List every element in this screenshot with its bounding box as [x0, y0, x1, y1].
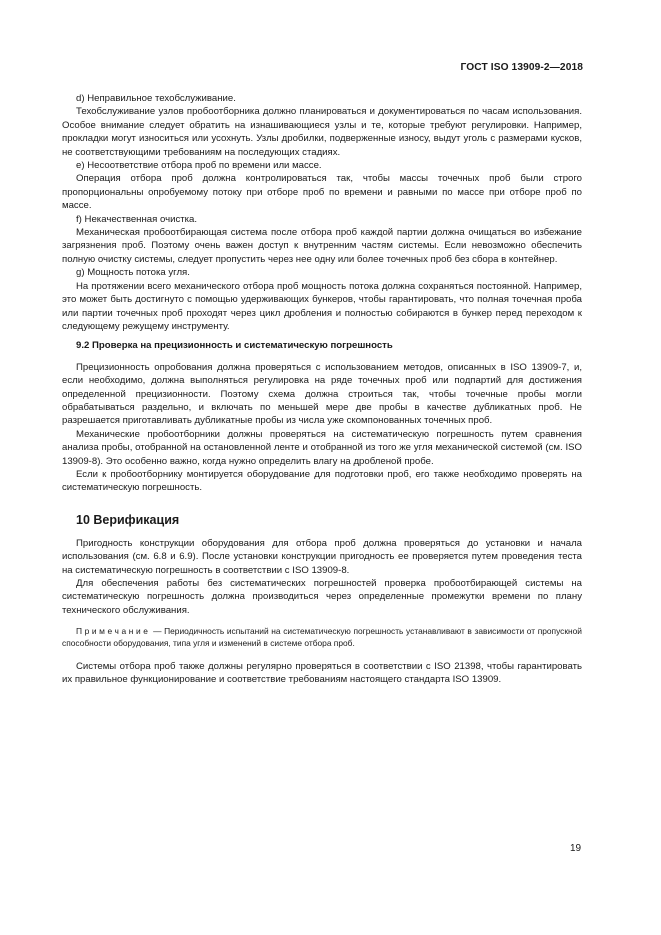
note-label: Примечание — [76, 626, 151, 637]
section-9-2-paragraph-2: Механические пробоотборники должны проверяться на систематическую погрешность путем сравнения анализа пробы, отобранной на остановленной ленте и отобранной из того же угля механической системой (см. ISO 13909-8). Это особенно важно, когда нужно определить влагу на дробленой пробе. — [62, 428, 582, 467]
section-10-paragraph-1: Пригодность конструкции оборудования для отбора проб должна проверяться до установки и начала использования (см. 6.8 и 6.9). После установки конструкции пригодность ее проверяется путем проведения теста на систематическую погрешность в соответствии с ISO 13909-8. — [62, 537, 582, 576]
document-code-header: ГОСТ ISO 13909-2—2018 — [460, 62, 583, 73]
section-10-heading: 10 Верификация — [76, 512, 180, 527]
item-d-text: Техобслуживание узлов пробоотборника должно планироваться и документироваться по часам использования. Особое внимание следует обратить на изнашивающиеся узлы и те, которые требуют регулировки. Например, прокладки могут износиться или усохнуть. Узлы дробилки, подверженные износу, выдут уголь с размерами кусков, не соответствующими требованиям на последующих стадиях. — [62, 106, 582, 158]
item-e-title: e) Несоответствие отбора проб по времени или массе. — [76, 160, 322, 172]
item-f-text: Механическая пробоотбирающая система после отбора проб каждой партии должна очищаться во избежание загрязнения проб. Поэтому очень важен доступ к внутренним частям системы. Если невозможно обеспечить полную очистку системы, следует пропустить через нее одну или более точечных проб без сбора в контейнер. — [62, 227, 582, 265]
section-10-paragraph-3: Системы отбора проб также должны регулярно проверяться в соответствии с ISO 21398, чтобы гарантировать их правильное функционирование и соответствие требованиям настоящего стандарта ISO 13909. — [62, 660, 582, 686]
page-number: 19 — [570, 843, 582, 854]
item-d-title: d) Неправильное техобслуживание. — [76, 93, 236, 104]
item-g-text: На протяжении всего механического отбора проб мощность потока должна сохраняться постоянной. Например, это может быть достигнуто с помощью удерживающих бункеров, чтобы гарантировать, что полная точечная проба или партии точечных проб проходят через цикл дробления и полностью собираются в бункер перед переходом к следующему режущему инструменту. — [62, 280, 582, 332]
section-10-note — [62, 625, 582, 649]
note-text: — Периодичность испытаний на систематическую погрешность устанавливают в зависимости от пропускной способности оборудования, типа угля и изменений в системе отбора проб. — [62, 626, 582, 649]
item-f-title: f) Некачественная очистка. — [76, 213, 198, 225]
item-e-text: Операция отбора проб должна контролироваться так, чтобы массы точечных проб были строго пропорциональны опробуемому потоку при отборе проб по времени и равными по массе при отборе проб по массе. — [62, 173, 582, 212]
page-body — [62, 92, 582, 686]
item-g-title: g) Мощность потока угля. — [76, 267, 190, 279]
section-9-2-heading: 9.2 Проверка на прецизионность и систематическую погрешность — [76, 340, 393, 352]
section-9-2-paragraph-1: Прецизионность опробования должна проверяться с использованием методов, описанных в ISO 13909-7, и, если необходимо, должна выполняться регулировка на ряде точечных проб или подпартий для достижения определенной прецизионности. Поэтому схема должна строиться так, чтобы точечные пробы могли обрабатываться раздельно, и включать по меньшей мере две пробы в качестве дубликатных проб. Не разрешается приготавливать дубликатные пробы из числа уже скомпонованных точечных проб. — [62, 361, 582, 427]
section-9-2-paragraph-3: Если к пробоотборнику монтируется оборудование для подготовки проб, его также необходимо проверять на систематическую погрешность. — [62, 468, 582, 494]
section-10-paragraph-2: Для обеспечения работы без систематических погрешностей проверка пробоотбирающей системы на систематическую погрешность должна производиться через определенные промежутки времени по плану технического обслуживания. — [62, 578, 582, 616]
